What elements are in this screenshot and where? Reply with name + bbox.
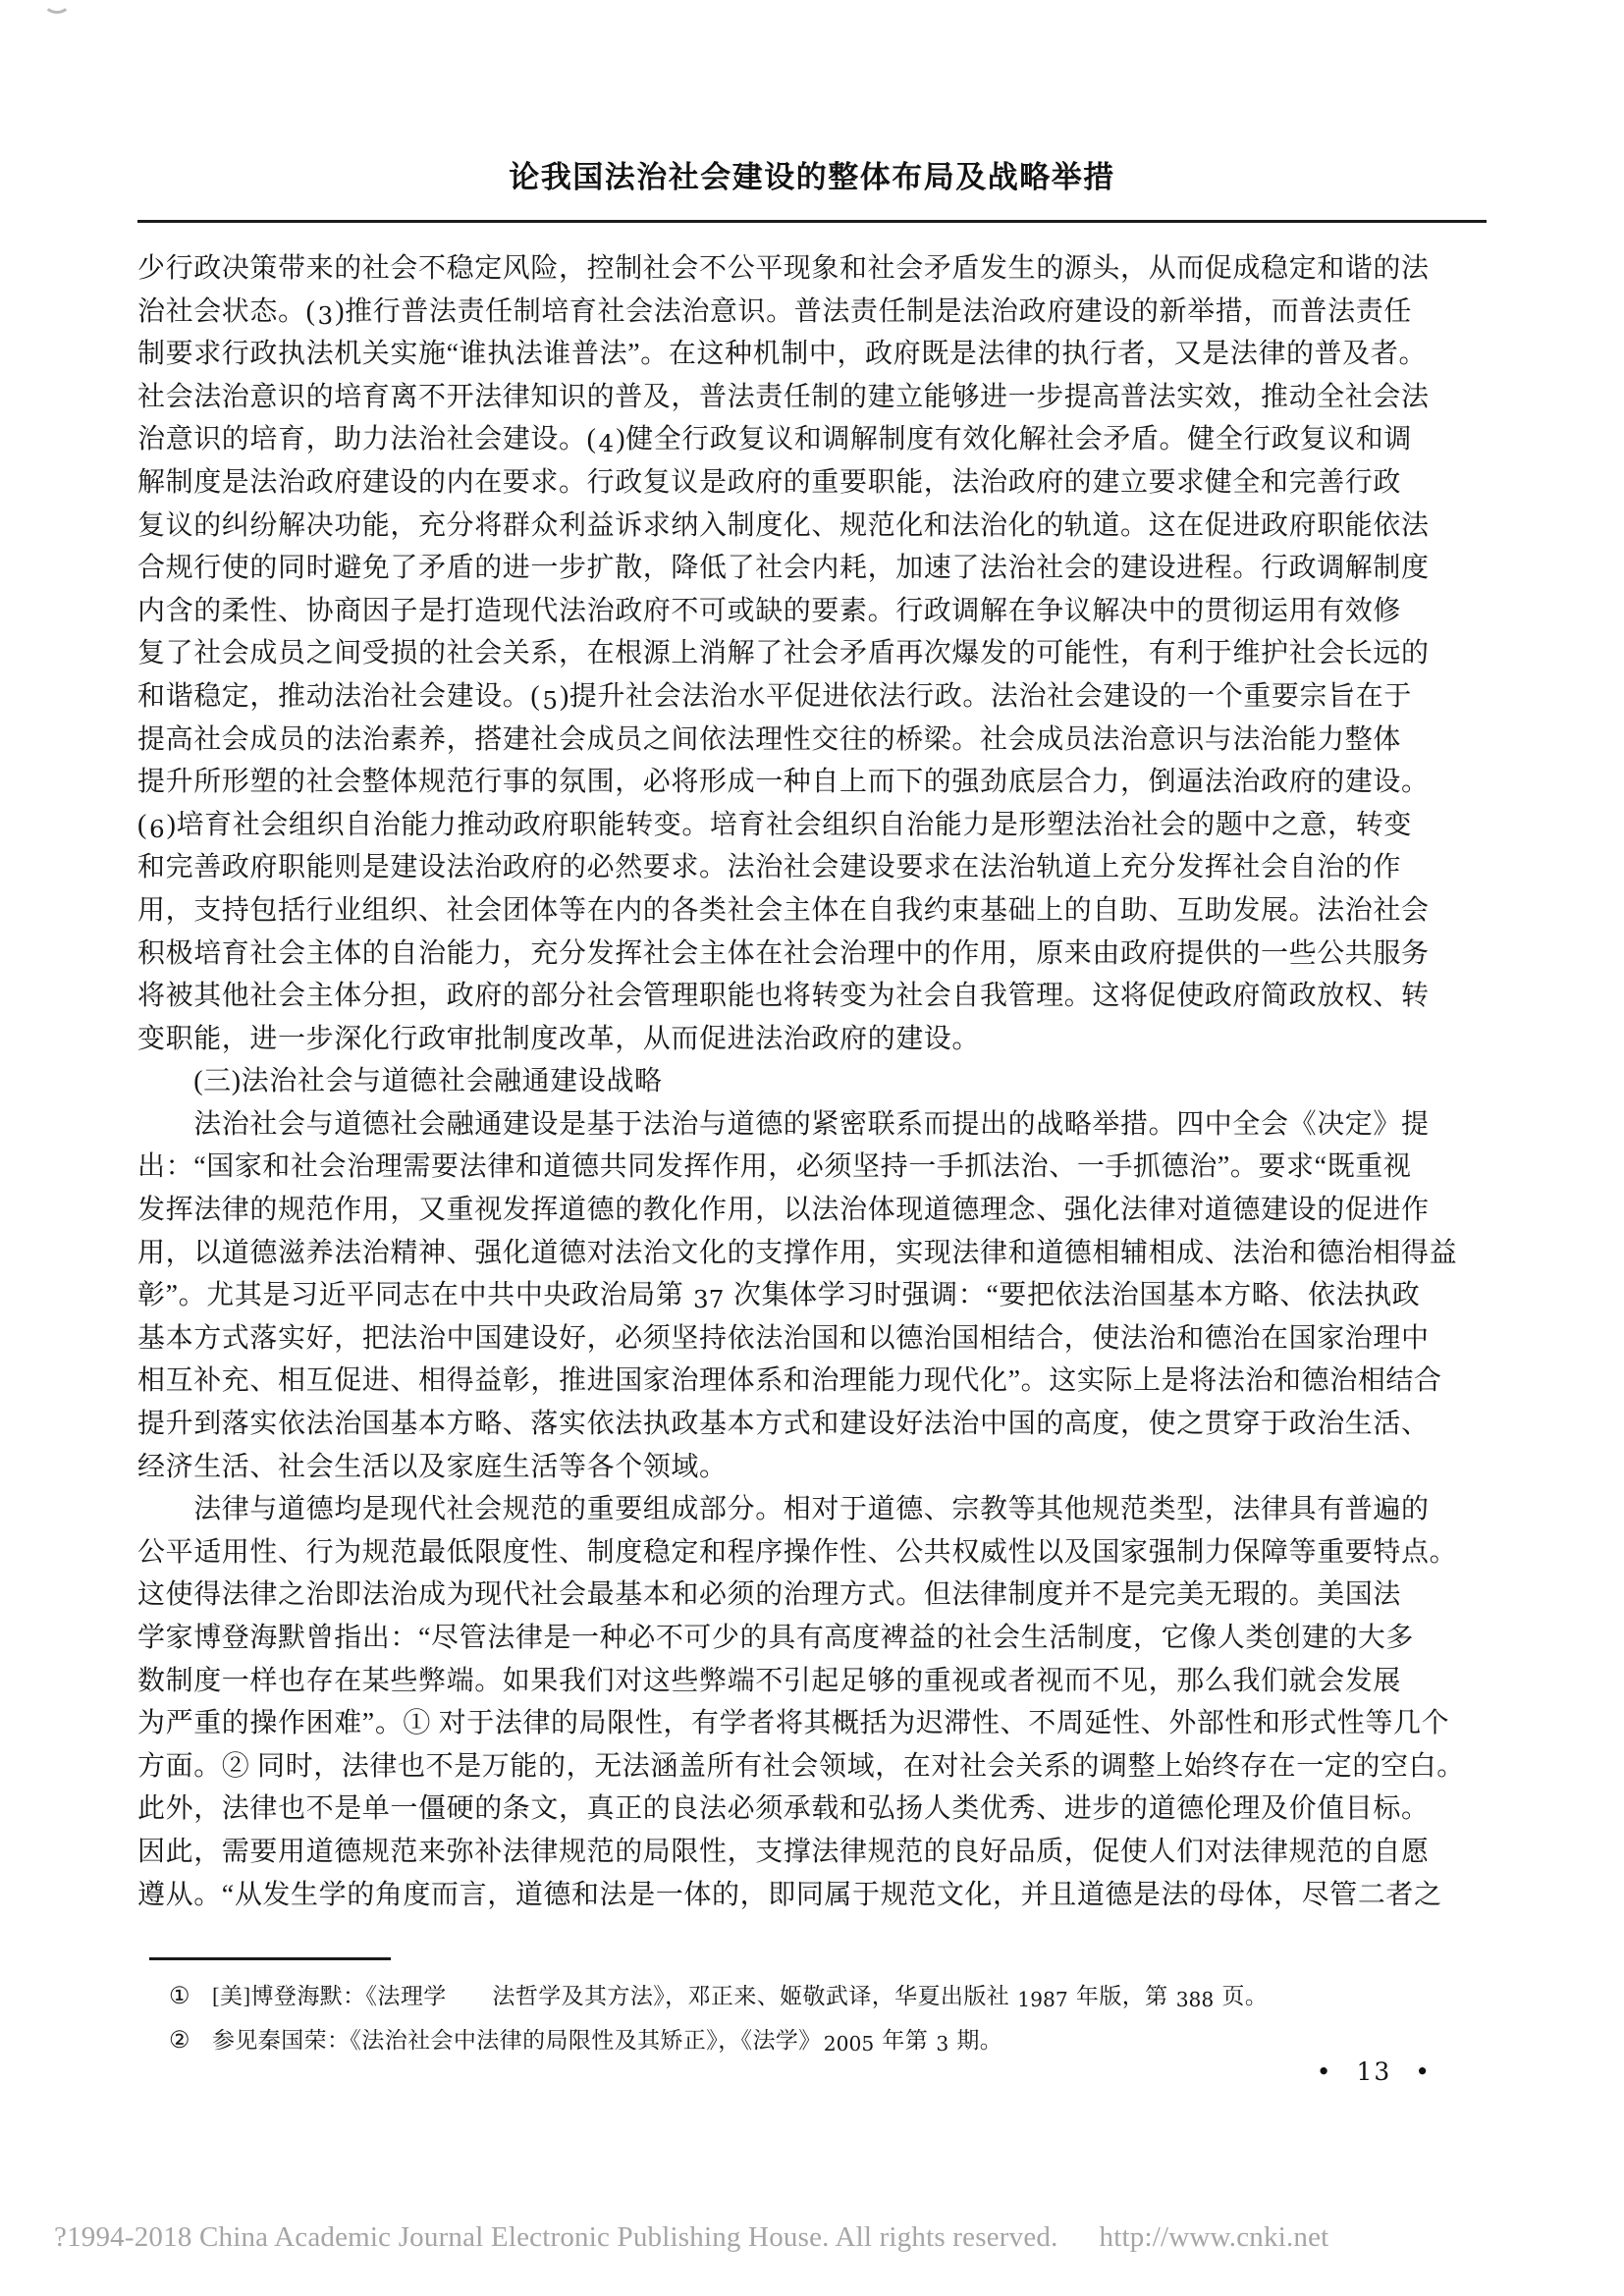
body-line: 方面。② 同时，法律也不是万能的，无法涵盖所有社会领域，在对社会关系的调整上始终存在一定的空白。 — [137, 1750, 1465, 1782]
section-heading: (三)法治社会与道德社会融通建设战略 — [137, 1066, 663, 1097]
body-text — [137, 247, 1500, 1916]
scan-artifact — [43, 0, 71, 14]
body-line: 提升到落实依法治国基本方略、落实依法执政基本方式和建设好法治中国的高度，使之贯穿于政治生活、 — [137, 1409, 1430, 1440]
body-line: 解制度是法治政府建设的内在要求。行政复议是政府的重要职能，法治政府的建立要求健全和完善行政 — [137, 466, 1402, 498]
body-line: 公平适用性、行为规范最低限度性、制度稳定和程序操作性、公共权威性以及国家强制力保障等重要特点。 — [137, 1536, 1458, 1568]
body-line: 相互补充、相互促进、相得益彰，推进国家治理体系和治理能力现代化”。这实际上是将法治和德治相结合 — [137, 1365, 1442, 1397]
body-line: 治意识的培育，助力法治社会建设。(4)健全行政复议和调解制度有效化解社会矛盾。健全行政复议和调 — [137, 424, 1412, 458]
body-line: 和谐稳定，推动法治社会建设。(5)提升社会法治水平促进依法行政。法治社会建设的一个重要宗旨在于 — [137, 680, 1412, 715]
footnote-text: 参见秦国荣：《法治社会中法律的局限性及其矫正》，《法学》2005 年第 3 期。 — [212, 2028, 1003, 2056]
body-line: 这使得法律之治即法治成为现代社会最基本和必须的治理方式。但法律制度并不是完美无瑕的。美国法 — [137, 1579, 1402, 1611]
footnote-item — [169, 2020, 1445, 2064]
footer-url: http://www.cnki.net — [1099, 2221, 1329, 2253]
body-line: 制要求行政执法机关实施“谁执法谁普法”。在这种机制中，政府既是法律的执行者，又是法律的普及者。 — [137, 339, 1428, 370]
body-line: 用，支持包括行业组织、社会团体等在内的各类社会主体在自我约束基础上的自助、互助发展。法治社会 — [137, 894, 1430, 926]
body-line: 用，以道德滋养法治精神、强化道德对法治文化的支撑作用，实现法律和道德相辅相成、法治和德治相得益 — [137, 1237, 1458, 1268]
body-line: 经济生活、社会生活以及家庭生活等各个领域。 — [137, 1451, 728, 1482]
footnote-separator — [149, 1957, 391, 1960]
body-line: 法律与道德均是现代社会规范的重要组成部分。相对于道德、宗教等其他规范类型，法律具有普遍的 — [137, 1494, 1430, 1525]
body-line: 和完善政府职能则是建设法治政府的必然要求。法治社会建设要求在法治轨道上充分发挥社会自治的作 — [137, 852, 1402, 883]
body-line: 社会法治意识的培育离不开法律知识的普及，普法责任制的建立能够进一步提高普法实效，推动全社会法 — [137, 381, 1430, 412]
body-line: 法治社会与道德社会融通建设是基于法治与道德的紧密联系而提出的战略举措。四中全会《决定》提 — [137, 1108, 1430, 1140]
footnote-item — [169, 1976, 1445, 2020]
body-line: 学家博登海默曾指出：“尽管法律是一种必不可少的具有高度裨益的社会生活制度，它像人类创建的大多 — [137, 1623, 1415, 1653]
body-line: 提升所形塑的社会整体规范行事的氛围，必将形成一种自上而下的强劲底层合力，倒逼法治政府的建设。 — [137, 767, 1430, 798]
body-line: 积极培育社会主体的自治能力，充分发挥社会主体在社会治理中的作用，原来由政府提供的一些公共服务 — [137, 937, 1430, 969]
title-divider — [137, 220, 1487, 223]
footnote-text: [美]博登海默：《法理学 法哲学及其方法》，邓正来、姬敬武译，华夏出版社 1987 年版，第 388 页。 — [212, 1984, 1269, 2012]
body-line: 彰”。尤其是习近平同志在中共中央政治局第 37 次集体学习时强调：“要把依法治国基本方略、依法执政 — [137, 1280, 1421, 1314]
body-line: 变职能，进一步深化行政审批制度改革，从而促进法治政府的建设。 — [137, 1023, 981, 1054]
body-line: (6)培育社会组织自治能力推动政府职能转变。培育社会组织自治能力是形塑法治社会的题中之意，转变 — [137, 809, 1412, 843]
footer — [54, 2221, 1586, 2254]
body-line: 复了社会成员之间受损的社会关系，在根源上消解了社会矛盾再次爆发的可能性，有利于维护社会长远的 — [137, 638, 1430, 669]
body-line: 少行政决策带来的社会不稳定风险，控制社会不公平现象和社会矛盾发生的源头，从而促成稳定和谐的法 — [137, 253, 1430, 284]
body-line: 复议的纠纷解决功能，充分将群众利益诉求纳入制度化、规范化和法治化的轨道。这在促进政府职能依法 — [137, 509, 1430, 541]
body-line: 为严重的操作困难”。① 对于法律的局限性，有学者将其概括为迟滞性、不周延性、外部性和形式性等几个 — [137, 1708, 1450, 1739]
body-line: 此外，法律也不是单一僵硬的条文，真正的良法必须承载和弘扬人类优秀、进步的道德伦理及价值目标。 — [137, 1793, 1430, 1825]
footnote-marker: ① — [169, 1984, 190, 2009]
footer-copyright: ?1994-2018 China Academic Journal Electronic Publishing House. All rights reserved. — [54, 2221, 1058, 2253]
footnote-marker: ② — [169, 2028, 190, 2055]
body-line: 基本方式落实好，把法治中国建设好，必须坚持依法治国和以德治国相结合，使法治和德治在国家治理中 — [137, 1322, 1430, 1354]
body-line: 合规行使的同时避免了矛盾的进一步扩散，降低了社会内耗，加速了法治社会的建设进程。行政调解制度 — [137, 553, 1430, 584]
page-title: 论我国法治社会建设的整体布局及战略举措 — [509, 160, 1115, 194]
body-line: 出：“国家和社会治理需要法律和道德共同发挥作用，必须坚持一手抓法治、一手抓德治”。要求“既重视 — [137, 1151, 1412, 1183]
page-number: • 13 • — [1316, 2057, 1432, 2086]
footnotes — [169, 1976, 1445, 2064]
body-line: 提高社会成员的法治素养，搭建社会成员之间依法理性交往的桥梁。社会成员法治意识与法治能力整体 — [137, 723, 1402, 755]
body-line: 数制度一样也存在某些弊端。如果我们对这些弊端不引起足够的重视或者视而不见，那么我们就会发展 — [137, 1665, 1402, 1696]
body-line: 将被其他社会主体分担，政府的部分社会管理职能也将转变为社会自我管理。这将促使政府简政放权、转 — [137, 981, 1430, 1012]
body-line: 因此，需要用道德规范来弥补法律规范的局限性，支撑法律规范的良好品质，促使人们对法律规范的自愿 — [137, 1836, 1430, 1867]
body-line: 内含的柔性、协商因子是打造现代法治政府不可或缺的要素。行政调解在争议解决中的贯彻运用有效修 — [137, 595, 1402, 626]
body-line: 发挥法律的规范作用，又重视发挥道德的教化作用，以法治体现道德理念、强化法律对道德建设的促进作 — [137, 1195, 1430, 1226]
body-line: 遵从。“从发生学的角度而言，道德和法是一体的，即同属于规范文化，并且道德是法的母体，尽管二者之 — [137, 1879, 1442, 1910]
body-line: 治社会状态。(3)推行普法责任制培育社会法治意识。普法责任制是法治政府建设的新举措，而普法责任 — [137, 295, 1412, 330]
